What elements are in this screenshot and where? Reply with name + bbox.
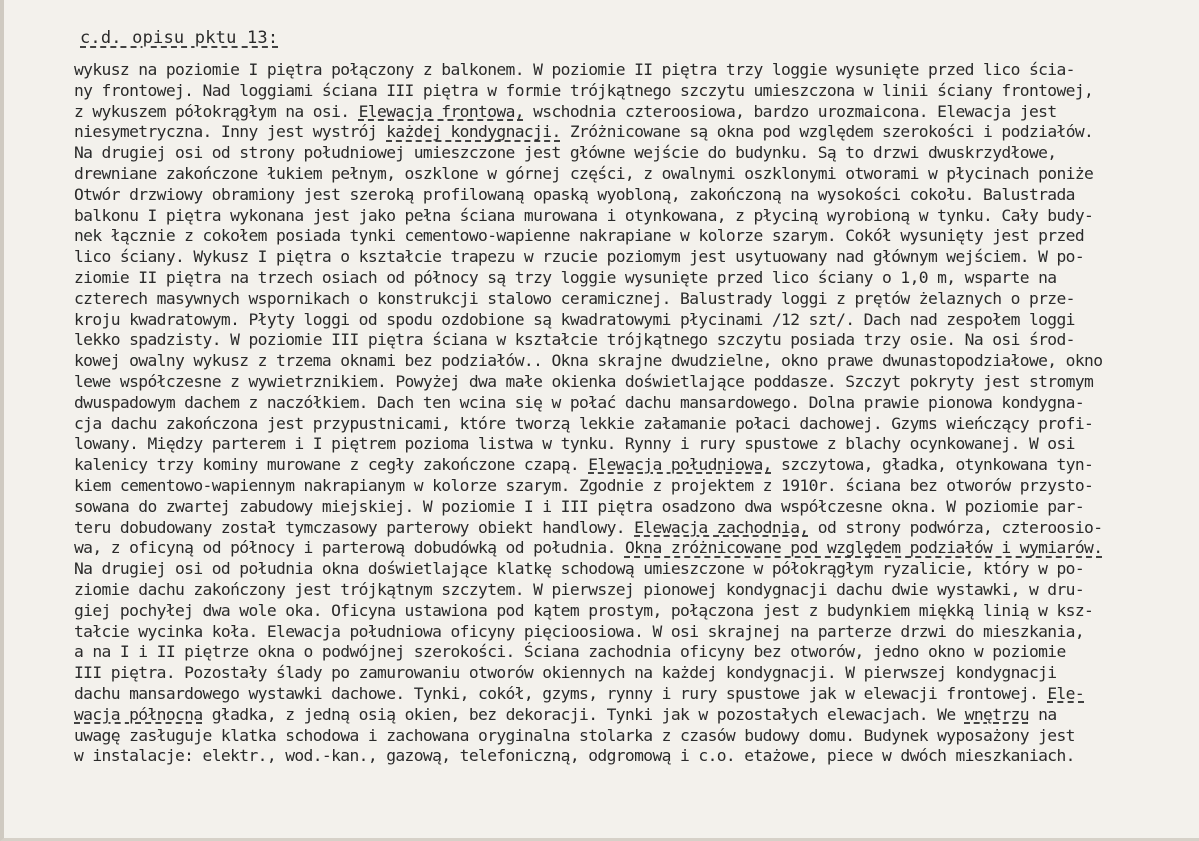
- underlined-heading: Okna zróżnicowane pod względem podziałów i wymiarów.: [624, 538, 1103, 558]
- underlined-heading: wacja północna: [74, 704, 203, 724]
- text-segment: czterech masywnych wspornikach o konstrukcji stalowo ceramicznej. Balustrady loggi z prętów żelaznych o prze-: [74, 288, 1075, 308]
- text-segment: niesymetryczna. Inny jest wystrój: [74, 122, 387, 142]
- text-line: [74, 185, 1199, 206]
- text-line: [74, 226, 1199, 247]
- text-line: [74, 164, 1199, 185]
- text-line: [74, 684, 1199, 705]
- underlined-heading: Ele-: [1047, 683, 1085, 703]
- page-header: c.d. opisu pktu 13:: [80, 28, 279, 48]
- text-line: [74, 81, 1199, 102]
- text-segment: w instalacje: elektr., wod.-kan., gazową, telefoniczną, odgromową i c.o. etażowe, piece w dwóch mieszkaniach.: [74, 746, 1075, 766]
- text-line: [74, 393, 1199, 414]
- text-segment: Na drugiej osi od południa okna doświetlające klatkę schodową umieszczone w półokrągłym ryzalicie, który w po-: [74, 559, 1085, 579]
- text-segment: Na drugiej osi od strony południowej umieszczone jest główne wejście do budynku. Są to drzwi dwuskrzydłowe,: [74, 143, 1057, 163]
- text-segment: wa, z oficyną od północy i parterową dobudówką od południa.: [74, 538, 625, 558]
- text-segment: III piętra. Pozostały ślady po zamurowaniu otworów okiennych na każdej kondygnacji. W pierwszej kondygnacji: [74, 663, 1057, 683]
- text-line: [74, 746, 1199, 767]
- text-line: [74, 372, 1199, 393]
- text-segment: z wykuszem półokrągłym na osi.: [74, 101, 359, 121]
- text-line: [74, 580, 1199, 601]
- text-line: [74, 247, 1199, 268]
- text-line: [74, 497, 1199, 518]
- text-segment: na: [1028, 704, 1057, 724]
- text-segment: cja dachu zakończona jest przypustnicami, które tworzą lekkie załamanie połaci dachowej. Gzyms wieńczący profi-: [74, 413, 1094, 433]
- text-segment: a na I i II piętrze okna o podwójnej szerokości. Ściana zachodnia oficyny bez otworów, jedno okno w poziomie: [74, 642, 1066, 662]
- text-line: [74, 330, 1199, 351]
- text-line: [74, 726, 1199, 747]
- text-segment: wschodnia czteroosiowa, bardzo urozmaicona. Elewacja jest: [523, 101, 1057, 121]
- underlined-heading: Elewacja frontowa,: [358, 101, 524, 121]
- text-segment: sowana do zwartej zabudowy miejskiej. W poziomie I i III piętra osadzono dwa współczesne okna. W poziomie par-: [74, 496, 1085, 516]
- text-line: [74, 538, 1199, 559]
- text-line: [74, 663, 1199, 684]
- text-line: [74, 705, 1199, 726]
- text-segment: dwuspadowym dachem z naczółkiem. Dach ten wcina się w połać dachu mansardowego. Dolna prawie pionowa kondygna-: [74, 392, 1085, 412]
- text-segment: lowany. Między parterem i I piętrem pozioma listwa w tynku. Rynny i rury spustowe z blachy ocynkowanej. W osi: [74, 434, 1075, 454]
- text-segment: kowej owalny wykusz z trzema oknami bez podziałów.. Okna skrajne dwudzielne, okno prawe dwunastopodziałowe, okno: [74, 351, 1103, 371]
- text-segment: dachu mansardowego wystawki dachowe. Tynki, cokół, gzyms, rynny i rury spustowe jak w elewacji frontowej.: [74, 683, 1048, 703]
- text-line: [74, 351, 1199, 372]
- text-line: [74, 122, 1199, 143]
- text-segment: lewe współczesne z wywietrznikiem. Powyżej dwa małe okienka doświetlające poddasze. Szczyt pokryty jest stromym: [74, 371, 1094, 391]
- text-segment: lico ściany. Wykusz I piętra o kształcie trapezu w rzucie poziomym jest usytuowany nad głównym wejściem. W po-: [74, 247, 1085, 267]
- text-segment: teru dobudowany został tymczasowy parterowy obiekt handlowy.: [74, 517, 635, 537]
- text-line: [74, 289, 1199, 310]
- document-body: [74, 60, 1199, 767]
- underlined-heading: Elewacja południowa,: [588, 455, 772, 475]
- text-segment: wykusz na poziomie I piętra połączony z balkonem. W poziomie II piętra trzy loggie wysunięte przed lico ścia-: [74, 60, 1075, 79]
- text-line: [74, 434, 1199, 455]
- underlined-heading: Elewacja zachodnia,: [634, 517, 809, 537]
- text-segment: szczytowa, gładka, otynkowana tyn-: [771, 455, 1094, 475]
- text-line: [74, 455, 1199, 476]
- text-segment: Zróżnicowane są okna pod względem szerokości i podziałów.: [560, 122, 1094, 142]
- text-line: [74, 476, 1199, 497]
- text-segment: ziomie II piętra na trzech osiach od północy są trzy loggie wysunięte przed lico ściany o 1,0 m, wsparte na: [74, 267, 1057, 287]
- text-line: [74, 143, 1199, 164]
- text-line: [74, 60, 1199, 81]
- text-line: [74, 622, 1199, 643]
- text-segment: lekko spadzisty. W poziomie III piętra ściana w kształcie trójkątnego szczytu posiada trzy osie. Na osi środ-: [74, 330, 1075, 350]
- text-line: [74, 310, 1199, 331]
- text-line: [74, 642, 1199, 663]
- text-segment: kalenicy trzy kominy murowane z cegły zakończone czapą.: [74, 455, 589, 475]
- text-line: [74, 206, 1199, 227]
- text-line: [74, 102, 1199, 123]
- text-segment: balkonu I piętra wykonana jest jako pełna ściana murowana i otynkowana, z płyciną wyrobioną w tynku. Cały budy-: [74, 205, 1094, 225]
- underlined-heading: każdej kondygnacji.: [386, 122, 561, 142]
- text-segment: nek łącznie z cokołem posiada tynki cementowo-wapienne nakrapiane w kolorze szarym. Cokół wysunięty jest przed: [74, 226, 1085, 246]
- text-line: [74, 414, 1199, 435]
- text-segment: tałcie wycinka koła. Elewacja południowa oficyny pięcioosiowa. W osi skrajnej na parterze drzwi do mieszkania,: [74, 621, 1085, 641]
- text-segment: Otwór drzwiowy obramiony jest szeroką profilowaną opaską wyobloną, zakończoną na wysokości cokołu. Balustrada: [74, 184, 1075, 204]
- text-segment: ziomie dachu zakończony jest trójkątnym szczytem. W pierwszej pionowej kondygnacji dachu dwie wystawki, w dru-: [74, 579, 1085, 599]
- text-segment: kiem cementowo-wapiennym nakrapianym w kolorze szarym. Zgodnie z projektem z 1910r. ściana bez otworów przysto-: [74, 475, 1094, 495]
- text-segment: kroju kwadratowym. Płyty loggi od spodu ozdobione są kwadratowymi płycinami /12 szt/. Dach nad zespołem loggi: [74, 309, 1075, 329]
- text-segment: giej pochyłej dwa wole oka. Oficyna ustawiona pod kątem prostym, połączona jest z budynkiem miękką linią w ksz-: [74, 600, 1094, 620]
- text-line: [74, 601, 1199, 622]
- underlined-heading: wnętrzu: [964, 704, 1029, 724]
- text-line: [74, 559, 1199, 580]
- text-segment: gładka, z jedną osią okien, bez dekoracji. Tynki jak w pozostałych elewacjach. We: [202, 704, 965, 724]
- text-line: [74, 518, 1199, 539]
- text-segment: od strony podwórza, czteroosio-: [808, 517, 1103, 537]
- text-segment: uwagę zasługuje klatka schodowa i zachowana oryginalna stolarka z czasów budowy domu. Budynek wyposażony jest: [74, 725, 1075, 745]
- text-segment: ny frontowej. Nad loggiami ściana III piętra w formie trójkątnego szczytu umieszczona w linii ściany frontowej,: [74, 80, 1094, 100]
- text-segment: drewniane zakończone łukiem pełnym, oszklone w górnej części, z owalnymi oszklonymi otworami w płycinach poniże: [74, 163, 1094, 183]
- text-line: [74, 268, 1199, 289]
